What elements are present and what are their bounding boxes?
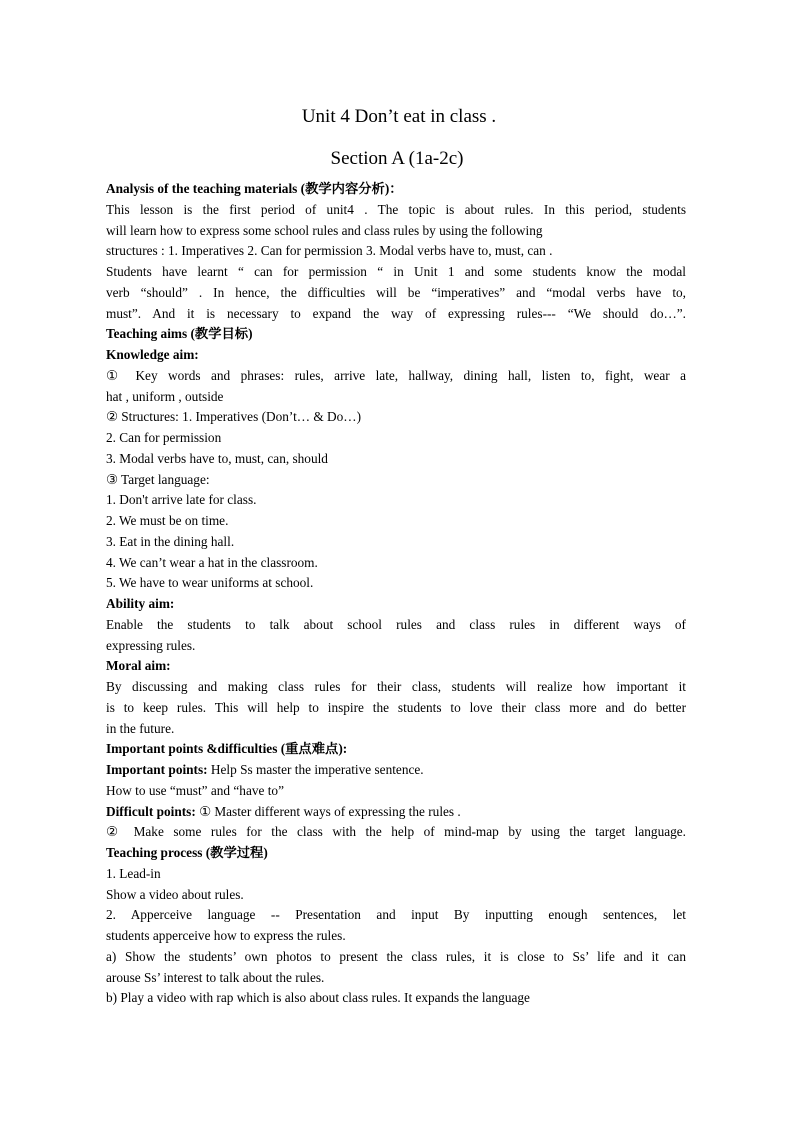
text-line: ① Key words and phrases: rules, arrive late, hallway, dining hall, listen to, fight, wear a [106,367,686,383]
text-line: This lesson is the first period of unit4 . The topic is about rules. In this period, students [106,201,686,217]
text-line: 3. Modal verbs have to, must, can, should [106,450,328,466]
section-heading: Teaching aims (教学目标) [106,326,253,342]
section-heading: Analysis of the teaching materials (教学内容分析)： [106,181,403,196]
inline-text: Help Ss master the imperative sentence. [207,762,424,777]
text-line: will learn how to express some school rules and class rules by using the following [106,222,543,238]
section-heading: Important points &difficulties (重点难点): [106,741,348,757]
section-heading: Teaching process (教学过程) [106,845,268,860]
text-line: 4. We can’t wear a hat in the classroom. [106,554,318,570]
text-line: students apperceive how to express the rules. [106,928,346,943]
text-line: 2. We must be on time. [106,513,229,528]
section-heading: Moral aim: [106,658,171,674]
text-line: structures : 1. Imperatives 2. Can for permission 3. Modal verbs have to, must, can . [106,243,553,259]
inline-label: Difficult points: [106,803,196,819]
text-line: ② Make some rules for the class with the help of mind-map by using the target language. [106,824,686,840]
text-line: By discussing and making class rules for their class, students will realize how important it [106,679,686,694]
text-line: ② Structures: 1. Imperatives (Don’t… & Do…) [106,409,362,425]
text-line: 2. Can for permission [106,430,222,445]
text-line: in the future. [106,720,175,736]
text-line: Show a video about rules. [106,886,244,902]
text-line: 1. Don't arrive late for class. [106,492,257,508]
text-line: hat , uniform , outside [106,388,224,404]
text-line [106,760,686,781]
text-line: a) Show the students’ own photos to present the class rules, it is close to Ss’ life and it can [106,948,686,964]
text-line: ③ Target language: [106,471,210,487]
text-line: must”. And it is necessary to expand the way of expressing rules--- “We should do…”. [106,305,686,321]
document-subtitle: Section A (1a-2c) [330,148,464,169]
text-line [106,802,686,823]
document-title: Unit 4 Don’t eat in class . [301,106,497,127]
text-line: b) Play a video with rap which is also about class rules. It expands the language [106,990,530,1006]
text-line: arouse Ss’ interest to talk about the rules. [106,969,325,985]
document-body [106,179,686,1009]
inline-text: ① Master different ways of expressing the rules . [195,803,461,819]
text-line: How to use “must” and “have to” [106,782,284,798]
text-line: 3. Eat in the dining hall. [106,533,235,549]
text-line: Enable the students to talk about school rules and class rules in different ways of [106,616,686,632]
text-line: expressing rules. [106,637,196,653]
section-heading: Ability aim: [106,596,175,611]
text-line: Students have learnt “ can for permission “ in Unit 1 and some students know the modal [106,264,686,279]
inline-label: Important points: [106,762,208,777]
text-line: 2. Apperceive language -- Presentation and input By inputting enough sentences, let [106,907,686,923]
text-line: 1. Lead-in [106,865,161,881]
section-heading: Knowledge aim: [106,347,199,362]
text-line: verb “should” . In hence, the difficulties will be “imperatives” and “modal verbs have to, [106,284,686,300]
text-line: 5. We have to wear uniforms at school. [106,575,314,591]
text-line: is to keep rules. This will help to inspire the students to love their class more and do better [106,699,686,715]
